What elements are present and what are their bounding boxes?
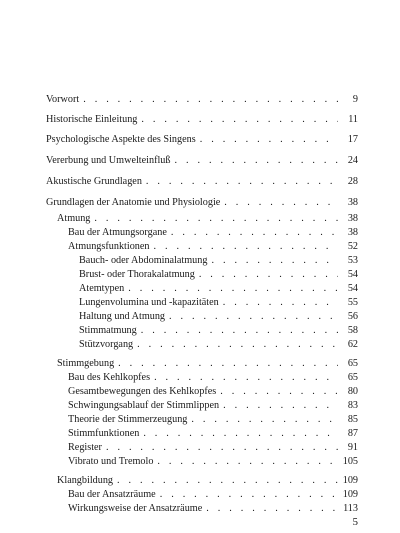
toc-entry — [57, 212, 358, 226]
toc-entry-page: 17 — [347, 134, 358, 145]
toc-entry-title: Schwingungsablauf der Stimmlippen — [68, 400, 220, 411]
dot-leader — [146, 175, 338, 189]
toc-entry — [79, 254, 358, 268]
toc-entry-page: 9 — [352, 94, 358, 105]
toc-entry-page: 54 — [347, 269, 358, 280]
toc-entry-page: 24 — [347, 155, 358, 166]
toc-entry-page: 52 — [347, 241, 358, 252]
toc-entry — [46, 196, 358, 210]
toc-entry-title: Atmungsfunktionen — [68, 241, 150, 252]
toc-entry-title: Lungenvolumina und -kapazitäten — [79, 297, 219, 308]
dot-leader — [223, 296, 338, 310]
dot-leader — [199, 268, 338, 282]
toc-entry-title: Psychologische Aspekte des Singens — [46, 134, 196, 145]
toc-entry — [68, 502, 358, 516]
toc-entry-page: 65 — [347, 372, 358, 383]
toc-entry-page: 91 — [347, 442, 358, 453]
toc-entry-page: 11 — [348, 114, 358, 125]
dot-leader — [106, 441, 338, 455]
toc-entry-title: Vibrato und Tremolo — [68, 456, 154, 467]
dot-leader — [191, 413, 338, 427]
toc-entry — [68, 385, 358, 399]
dot-leader — [154, 371, 338, 385]
toc-entry — [68, 427, 358, 441]
toc-entry-title: Stimmgebung — [57, 358, 115, 369]
toc-entry-page: 113 — [343, 503, 358, 514]
toc-entry — [46, 93, 358, 107]
toc-entry-title: Bau der Ansatzräume — [68, 489, 156, 500]
toc-entry-title: Brust- oder Thorakalatmung — [79, 269, 195, 280]
dot-leader — [128, 282, 338, 296]
dot-leader — [137, 338, 338, 352]
toc-entry-title: Grundlagen der Anatomie und Physiologie — [46, 197, 221, 208]
page-number: 5 — [352, 516, 358, 528]
toc-entry — [79, 324, 358, 338]
toc-entry — [46, 175, 358, 189]
toc-entry — [68, 413, 358, 427]
dot-leader — [94, 212, 338, 226]
dot-leader — [118, 357, 338, 371]
toc-entry-page: 55 — [347, 297, 358, 308]
toc-entry — [68, 399, 358, 413]
toc-entry-title: Atemtypen — [79, 283, 125, 294]
toc-entry-page: 38 — [347, 213, 358, 224]
toc-entry-title: Stimmatmung — [79, 325, 137, 336]
toc-entry — [79, 268, 358, 282]
toc-entry-page: 38 — [347, 197, 358, 208]
toc-entry-title: Gesamtbewegungen des Kehlkopfes — [68, 386, 217, 397]
toc-entry-page: 85 — [347, 414, 358, 425]
dot-leader — [171, 226, 338, 240]
dot-leader — [206, 502, 338, 516]
toc-entry-title: Stimmfunktionen — [68, 428, 140, 439]
toc-entry-title: Klangbildung — [57, 475, 114, 486]
toc-entry-page: 58 — [347, 325, 358, 336]
toc-entry — [68, 441, 358, 455]
dot-leader — [141, 113, 338, 127]
toc-entry-title: Bauch- oder Abdominalatmung — [79, 255, 208, 266]
toc-entry — [79, 282, 358, 296]
dot-leader — [143, 427, 338, 441]
dot-leader — [160, 488, 338, 502]
toc-entry-title: Bau der Atmungsorgane — [68, 227, 167, 238]
toc-entry-title: Theorie der Stimmerzeugung — [68, 414, 188, 425]
toc-entry-page: 83 — [347, 400, 358, 411]
toc-entry-page: 56 — [347, 311, 358, 322]
toc-entry — [68, 226, 358, 240]
toc-entry-page: 53 — [347, 255, 358, 266]
toc-entry-page: 62 — [347, 339, 358, 350]
toc-entry-page: 54 — [347, 283, 358, 294]
toc-entry-title: Register — [68, 442, 102, 453]
toc-entry — [68, 371, 358, 385]
toc-entry-title: Wirkungsweise der Ansatzräume — [68, 503, 203, 514]
toc-entry — [79, 310, 358, 324]
toc-entry-page: 80 — [347, 386, 358, 397]
dot-leader — [223, 399, 338, 413]
toc-entry-title: Vererbung und Umwelteinfluß — [46, 155, 171, 166]
dot-leader — [169, 310, 338, 324]
dot-leader — [224, 196, 338, 210]
dot-leader — [117, 474, 338, 488]
toc-entry — [68, 240, 358, 254]
dot-leader — [220, 385, 338, 399]
toc-entry — [79, 338, 358, 352]
toc-entry-page: 38 — [347, 227, 358, 238]
toc-entry-title: Haltung und Atmung — [79, 311, 166, 322]
toc-entry-title: Historische Einleitung — [46, 114, 138, 125]
toc-entry-title: Vorwort — [46, 94, 80, 105]
toc-entry — [68, 455, 358, 469]
toc-entry-page: 87 — [347, 428, 358, 439]
dot-leader — [141, 324, 338, 338]
toc-entry — [46, 113, 358, 127]
toc-entry-title: Akustische Grundlagen — [46, 176, 142, 187]
toc-entry — [46, 133, 358, 147]
toc-entry — [57, 357, 358, 371]
dot-leader — [200, 133, 338, 147]
toc-entry-title: Stützvorgang — [79, 339, 134, 350]
dot-leader — [174, 154, 338, 168]
toc-entry — [79, 296, 358, 310]
toc-entry — [46, 154, 358, 168]
toc-entry-page: 109 — [342, 475, 358, 486]
dot-leader — [157, 455, 338, 469]
toc-entry-page: 65 — [347, 358, 358, 369]
toc-entry-page: 105 — [342, 456, 358, 467]
toc-entry — [57, 474, 358, 488]
dot-leader — [154, 240, 339, 254]
toc-entry-page: 109 — [342, 489, 358, 500]
toc-entry — [68, 488, 358, 502]
dot-leader — [211, 254, 338, 268]
toc-entry-title: Atmung — [57, 213, 91, 224]
toc-entry-page: 28 — [347, 176, 358, 187]
toc-entry-title: Bau des Kehlkopfes — [68, 372, 151, 383]
dot-leader — [83, 93, 338, 107]
